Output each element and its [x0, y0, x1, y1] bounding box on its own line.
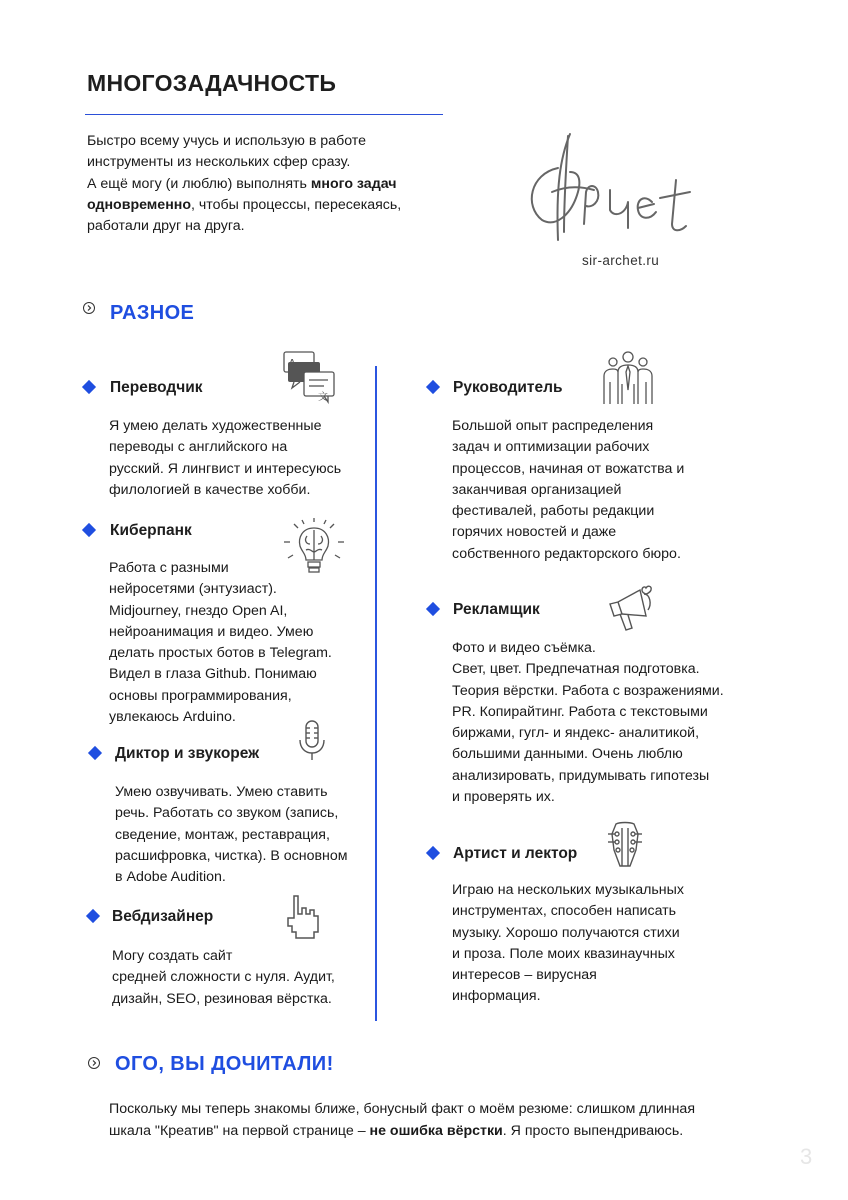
skill-description: Умею озвучивать. Умею ставить речь. Работать со звуком (запись, сведение, монтаж, реставрация, расшифровка, чистка). В основном в Adobe Audition.	[115, 784, 348, 886]
guitar-headstock-icon	[606, 820, 644, 870]
megaphone-icon	[606, 584, 658, 634]
intro-line: Быстро всему учусь и использую в работе	[87, 133, 367, 149]
column-divider	[375, 366, 377, 1021]
intro-line: инструменты из нескольких сфер сразу.	[87, 154, 351, 171]
site-url: sir-archet.ru	[582, 253, 660, 268]
skill-description: Могу создать сайт средней сложности с нуля. Аудит, дизайн, SEO, резиновая вёрстка.	[112, 948, 335, 1007]
diamond-bullet-icon	[88, 746, 102, 760]
signature-logo	[520, 128, 700, 248]
skill-title: Рекламщик	[453, 601, 540, 618]
team-icon	[600, 350, 656, 408]
skill-title: Артист и лектор	[453, 845, 578, 862]
svg-text:文: 文	[318, 392, 328, 403]
translate-icon	[280, 350, 338, 406]
skill-description: Большой опыт распределения задач и оптимизации рабочих процессов, начиная от вожатства и заканчивая организацией фестивалей, работы редакции горячих новостей и даже собственного редакторского бюро.	[452, 418, 685, 562]
skill-description: Я умею делать художественные переводы с английского на русский. Я лингвист и интересуюсь филологией в качестве хобби.	[109, 418, 342, 498]
page-title: МНОГОЗАДАЧНОСТЬ	[87, 70, 337, 96]
diamond-bullet-icon	[426, 602, 440, 616]
intro-line: работали друг на друга.	[87, 218, 245, 235]
page-number: 3	[800, 1144, 813, 1169]
diamond-bullet-icon	[86, 909, 100, 923]
skill-title: Киберпанк	[110, 522, 192, 539]
skill-title: Руководитель	[453, 379, 563, 396]
outro-line: Поскольку мы теперь знакомы ближе, бонусный факт о моём резюме: слишком длинная	[109, 1101, 696, 1117]
diamond-bullet-icon	[82, 523, 96, 537]
chevron-circle-icon	[88, 1057, 100, 1069]
section-heading-misc: РАЗНОЕ	[110, 302, 195, 324]
chevron-circle-icon	[83, 302, 95, 314]
diamond-bullet-icon	[426, 380, 440, 394]
pointer-hand-icon	[284, 892, 324, 944]
intro-paragraph	[87, 131, 432, 237]
intro-line: А ещё могу (и люблю) выполнять много задач	[87, 175, 397, 192]
section-heading-outro: ОГО, ВЫ ДОЧИТАЛИ!	[115, 1053, 334, 1075]
skill-description: Фото и видео съёмка. Свет, цвет. Предпечатная подготовка. Теория вёрстки. Работа с возражениями. PR. Копирайтинг. Работа с текстовыми биржами, гугл- и яндекс- аналитикой, большими данными. Очень люблю анализировать, придумывать гипотезы и проверять их.	[452, 640, 724, 806]
diamond-bullet-icon	[82, 380, 96, 394]
skill-title: Диктор и звукореж	[115, 745, 260, 762]
diamond-bullet-icon	[426, 846, 440, 860]
skill-description: Работа с разными нейросетями (энтузиаст). Midjourney, гнездо Open AI, нейроанимация и видео. Умею делать простых ботов в Telegram. Видел в глаза Github. Понимаю основы программирования, увлекаюсь Arduino.	[109, 560, 332, 726]
outro-line: шкала "Креатив" на первой странице – не ошибка вёрстки. Я просто выпендриваюсь.	[109, 1123, 684, 1139]
intro-line: одновременно, чтобы процессы, пересекаясь,	[87, 196, 402, 213]
skill-title: Вебдизайнер	[112, 908, 214, 925]
microphone-icon	[294, 718, 330, 764]
outro-paragraph	[109, 1098, 749, 1142]
skill-title: Переводчик	[110, 379, 203, 396]
title-underline	[85, 114, 443, 115]
skill-description: Играю на нескольких музыкальных инструментах, способен написать музыку. Хорошо получаются стихи и проза. Поле моих квазинаучных интересов – вирусная информация.	[452, 882, 684, 1005]
